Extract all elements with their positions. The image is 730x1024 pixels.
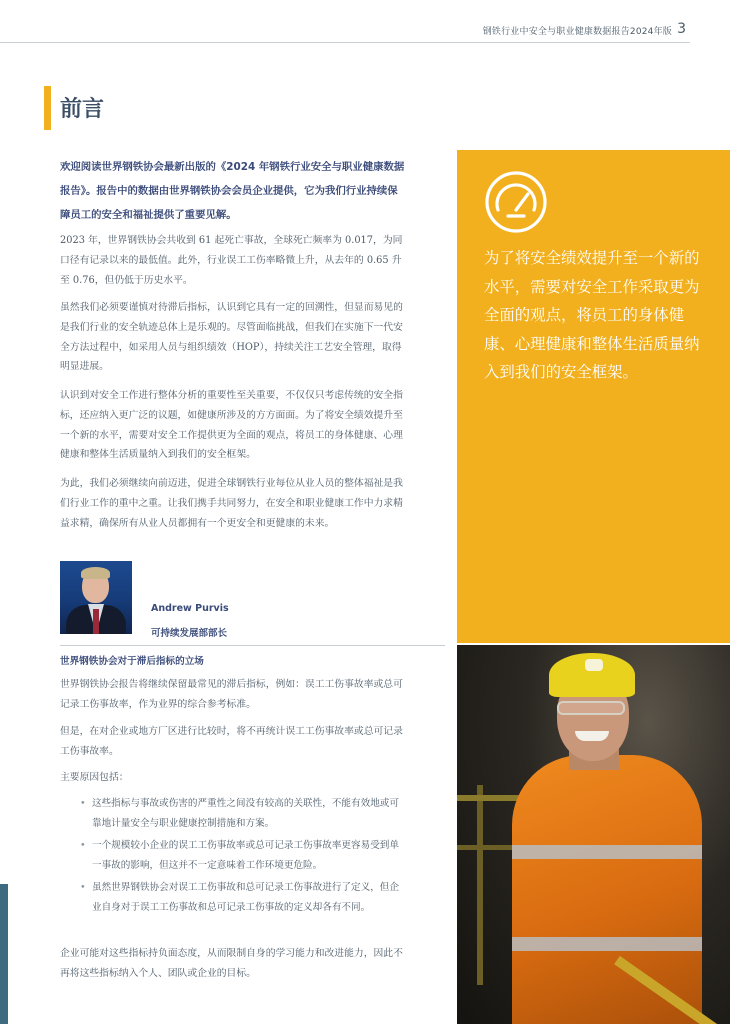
gauge-icon bbox=[484, 170, 548, 234]
section-heading: 世界钢铁协会对于滞后指标的立场 bbox=[60, 656, 204, 667]
author-portrait bbox=[60, 561, 132, 634]
pull-quote: 为了将安全绩效提升至一个新的水平，需要对安全工作采取更为全面的观点，将员工的身体健康、心理健康和整体生活质量纳入到我们的安全框架。 bbox=[484, 249, 700, 381]
worker-photo bbox=[457, 645, 730, 1024]
section-paragraph-3: 主要原因包括： bbox=[60, 772, 129, 783]
section-paragraph-1: 世界钢铁协会报告将继续保留最常见的滞后指标，例如：误工工伤事故率或总可记录工伤事故率，作为业界的综合参考标准。 bbox=[60, 679, 403, 710]
page-title: 前言 bbox=[60, 97, 105, 122]
page-number: 3 bbox=[677, 21, 686, 37]
body-paragraph-4: 为此，我们必须继续向前迈进，促进全球钢铁行业每位从业人员的整体福祉是我们行业工作的重中之重。让我们携手共同努力，在安全和职业健康工作中力求精益求精，确保所有从业人员都拥有一个更安全和更健康的未来。 bbox=[60, 478, 403, 529]
header-divider bbox=[0, 42, 690, 43]
left-accent-bar bbox=[0, 884, 8, 1024]
section-divider bbox=[60, 645, 445, 646]
signature-role: 可持续发展部部长 bbox=[151, 628, 228, 639]
body-paragraph-1: 2023 年，世界钢铁协会共收到 61 起死亡事故，全球死亡频率为 0.017，为同口径有记录以来的最低值。此外，行业误工工伤率略微上升，从去年的 0.65 升至 0.76，但仍低于历史水平。 bbox=[60, 235, 403, 286]
body-paragraph-2: 虽然我们必须要谨慎对待滞后指标，认识到它具有一定的回溯性，但显而易见的是我们行业的安全轨迹总体上是乐观的。尽管面临挑战，但我们在实施下一代安全方法过程中，如采用人员与组织绩效（HOP），持续关注工艺安全管理，取得明显进展。 bbox=[60, 302, 403, 373]
reasons-list bbox=[80, 794, 408, 920]
list-item: • 这些指标与事故或伤害的严重性之间没有较高的关联性，不能有效地或可靠地计量安全与职业健康控制措施和方案。 bbox=[80, 794, 408, 834]
list-item: • 虽然世界钢铁协会对误工工伤事故和总可记录工伤事故进行了定义，但企业自身对于误工工伤事故和总可记录工伤事故的定义却各有不同。 bbox=[80, 878, 408, 918]
section-paragraph-2: 但是，在对企业或地方厂区进行比较时，将不再统计误工工伤事故率或总可记录工伤事故率。 bbox=[60, 726, 403, 757]
section-closing: 企业可能对这些指标持负面态度，从而限制自身的学习能力和改进能力，因此不再将这些指标纳入个人、团队或企业的目标。 bbox=[60, 948, 403, 979]
signature-name: Andrew Purvis bbox=[151, 603, 229, 614]
title-accent-bar bbox=[44, 86, 51, 130]
body-paragraph-3: 认识到对安全工作进行整体分析的重要性至关重要，不仅仅只考虑传统的安全指标，还应纳入更广泛的议题，如健康所涉及的方方面面。为了将安全绩效提升至一个新的水平，需要对安全工作提供更为全面的观点，将员工的身体健康、心理健康和整体生活质量纳入到我们的安全框架。 bbox=[60, 390, 403, 461]
header-title: 钢铁行业中安全与职业健康数据报告2024年版 bbox=[482, 27, 672, 37]
list-item: • 一个规模较小企业的误工工伤事故率或总可记录工伤事故率更容易受到单一事故的影响，但这并不一定意味着工作环境更危险。 bbox=[80, 836, 408, 876]
lead-paragraph: 欢迎阅读世界钢铁协会最新出版的《2024 年钢铁行业安全与职业健康数据报告》。报告中的数据由世界钢铁协会会员企业提供，它为我们行业持续保障员工的安全和福祉提供了重要见解。 bbox=[60, 161, 405, 221]
